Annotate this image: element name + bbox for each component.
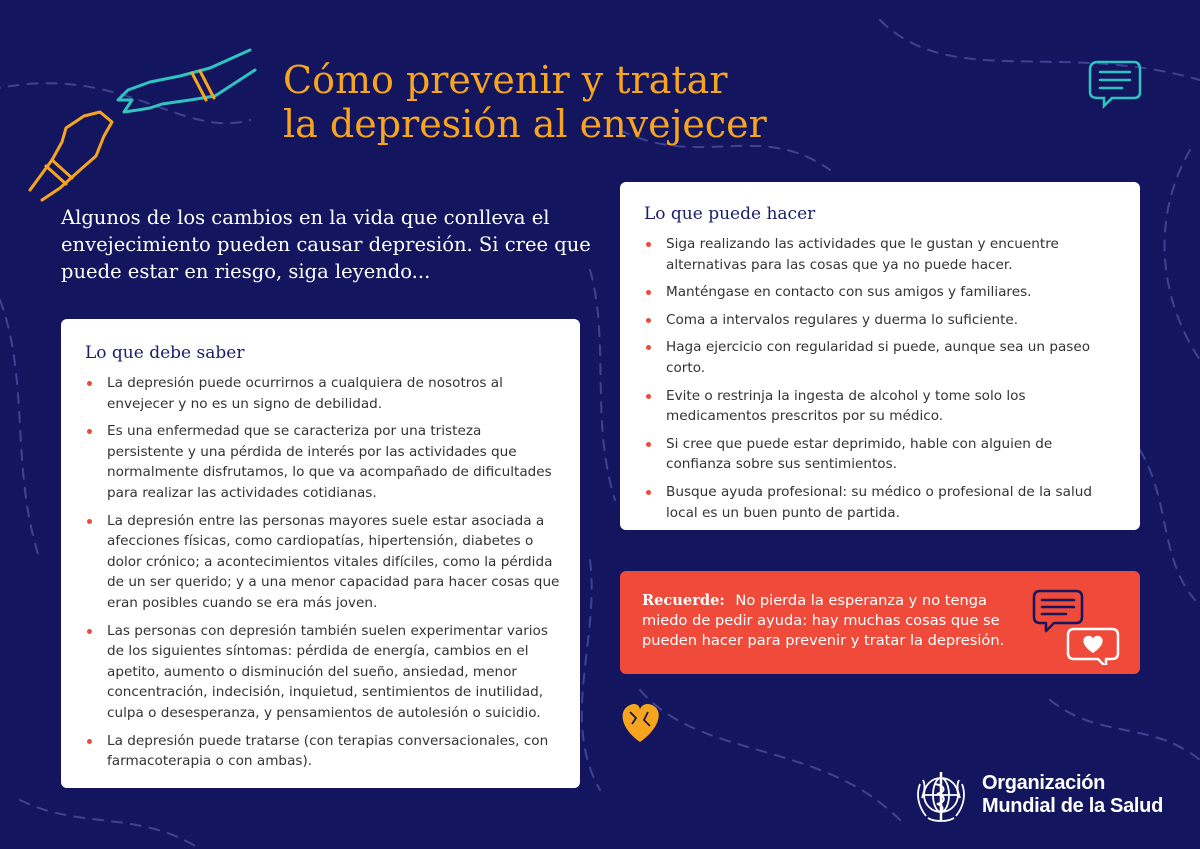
list-item: La depresión entre las personas mayores suele estar asociada a afecciones físicas, como cardiopatías, hipertensión, diabetes o dolor crónico; a acontecimientos vitales difíciles, como la pérdida de un ser querido; y a una menor capacidad para hacer cosas que eran posibles cuando se era más joven. <box>85 511 560 614</box>
dashed-curve <box>0 83 250 123</box>
list-item: Manténgase en contacto con sus amigos y familiares. <box>644 282 1120 303</box>
who-logo <box>910 764 1163 826</box>
list-item: Siga realizando las actividades que le gustan y encuentre alternativas para las cosas que ya no puede hacer. <box>644 234 1120 275</box>
who-name-line-2: Mundial de la Salud <box>982 795 1163 817</box>
page-title <box>283 58 767 146</box>
list-item: Las personas con depresión también suelen experimentar varios de los siguientes síntomas: pérdida de energía, cambios en el apetito, aumento o disminución del sueño, ansiedad, menor concentración, indecisión, inquietud, sentimientos de inutilidad, culpa o desesperanza, y pensamientos de autolesión o suicidio. <box>85 621 560 724</box>
list-item: La depresión puede ocurrirnos a cualquiera de nosotros al envejecer y no es un signo de debilidad. <box>85 373 560 414</box>
dashed-curve <box>582 560 600 790</box>
who-name-line-1: Organización <box>982 772 1106 794</box>
know-card <box>61 319 580 788</box>
title-line-1: Cómo prevenir y tratar <box>283 58 728 102</box>
list-item: Coma a intervalos regulares y duerma lo suficiente. <box>644 310 1120 331</box>
remember-label: Recuerde: <box>642 592 725 609</box>
dashed-curve <box>1165 150 1200 360</box>
heart-speech-icon <box>1032 587 1122 665</box>
list-item: Evite o restrinja la ingesta de alcohol y tome solo los medicamentos prescritos por su médico. <box>644 386 1120 427</box>
know-heading: Lo que debe saber <box>85 343 245 363</box>
dashed-curve <box>1140 450 1195 600</box>
know-list <box>85 373 560 772</box>
do-heading: Lo que puede hacer <box>644 204 816 224</box>
list-item: Si cree que puede estar deprimido, hable con alguien de confianza sobre sus sentimientos. <box>644 434 1120 475</box>
who-emblem-icon <box>910 764 972 826</box>
dashed-curve <box>880 20 1200 80</box>
dashed-curve <box>590 270 615 500</box>
do-card <box>620 182 1140 530</box>
hands-icon <box>30 50 255 200</box>
dashed-curve <box>640 690 900 820</box>
dashed-curve <box>1050 700 1200 760</box>
remember-box <box>620 571 1140 674</box>
dashed-curve <box>0 300 40 560</box>
title-line-2: la depresión al envejecer <box>283 102 767 146</box>
remember-text: No pierda la esperanza y no tenga miedo de pedir ayuda: hay muchas cosas que se pueden hacer para prevenir y tratar la depresión. <box>642 592 1005 649</box>
do-list <box>644 234 1120 523</box>
list-item: Es una enfermedad que se caracteriza por una tristeza persistente y una pérdida de interés por las actividades que normalmente disfrutamos, lo que va acompañado de dificultades para realizar las actividades cotidianas. <box>85 421 560 503</box>
heart-icon <box>623 704 659 742</box>
list-item: Haga ejercicio con regularidad si puede, aunque sea un paseo corto. <box>644 337 1120 378</box>
list-item: La depresión puede tratarse (con terapias conversacionales, con farmacoterapia o con ambas). <box>85 731 560 772</box>
speech-bubble-icon <box>1090 62 1140 106</box>
intro-text: Algunos de los cambios en la vida que conlleva el envejecimiento pueden causar depresión. Si cree que puede estar en riesgo, siga leyendo... <box>61 206 591 283</box>
dashed-curve <box>20 800 200 849</box>
list-item: Busque ayuda profesional: su médico o profesional de la salud local es un buen punto de partida. <box>644 482 1120 523</box>
